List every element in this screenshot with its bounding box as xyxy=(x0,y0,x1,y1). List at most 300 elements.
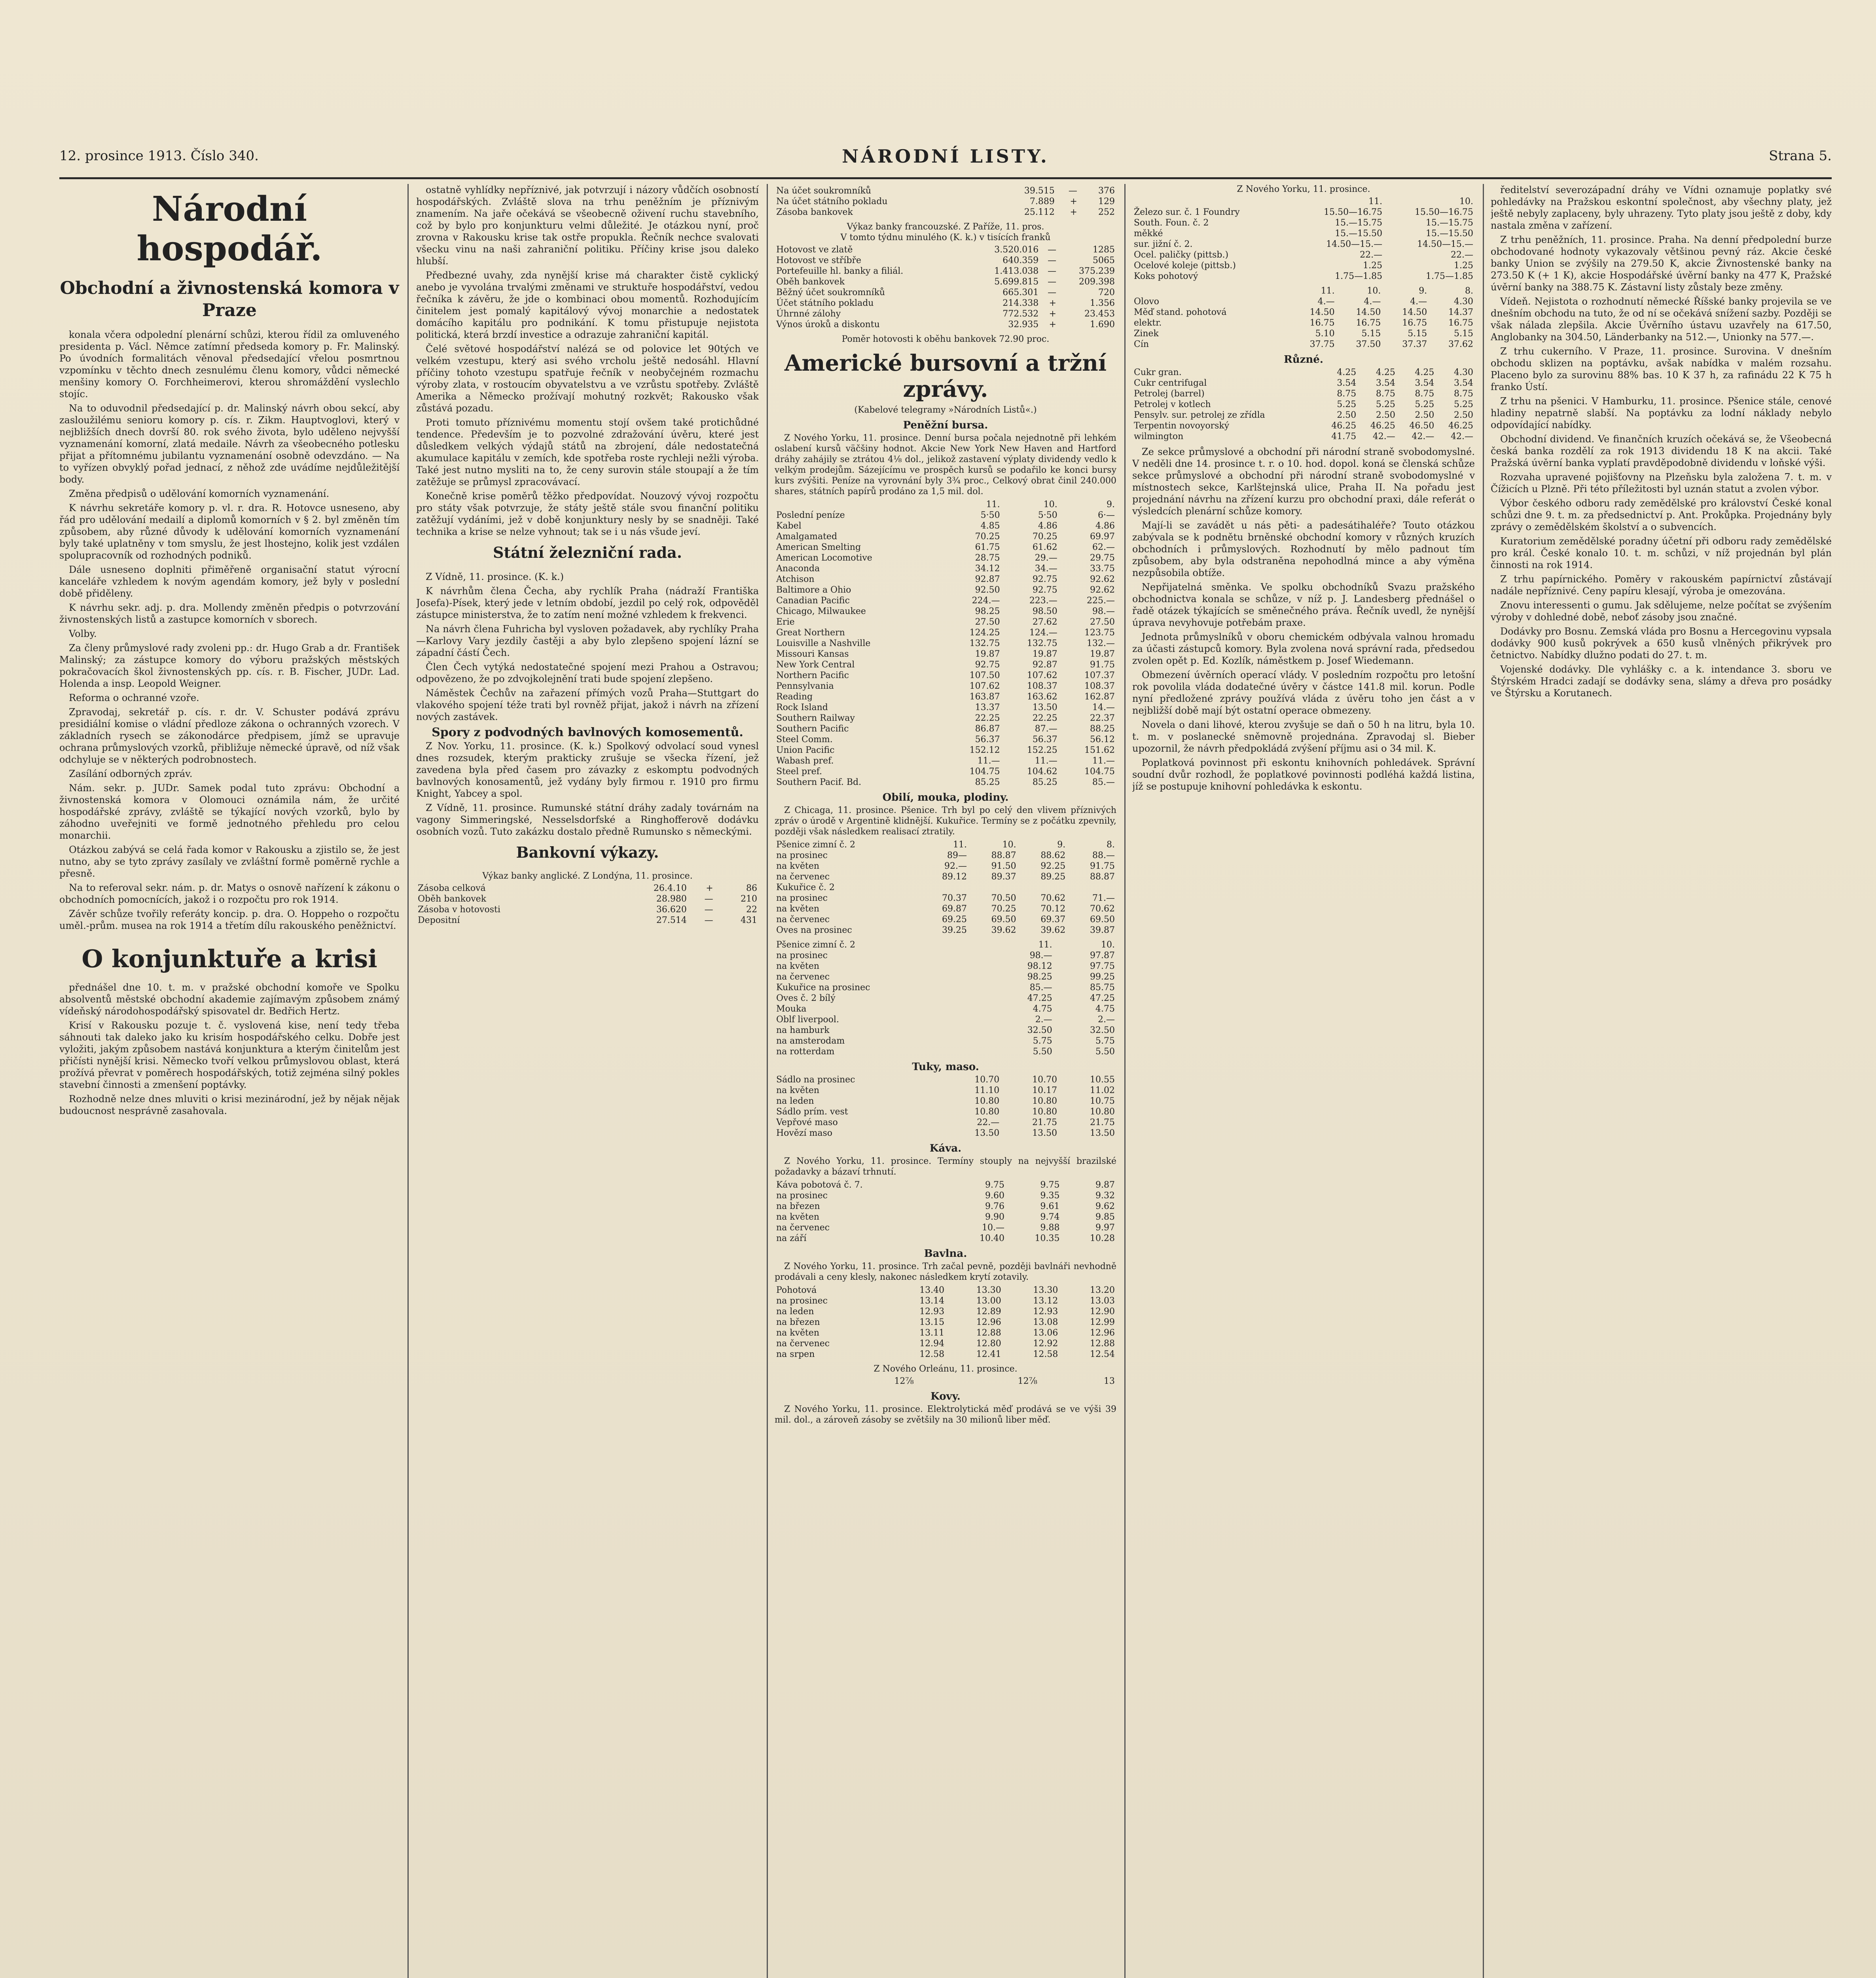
table-cell: Oves na prosinec xyxy=(776,925,852,935)
table-cell: 70.50 xyxy=(991,893,1016,903)
table-cell: 98.— xyxy=(1029,951,1052,961)
table-cell: — xyxy=(1048,266,1057,276)
table-cell: 10. xyxy=(1367,286,1381,296)
table-cell: 4.30 xyxy=(1454,368,1473,377)
table-cell: 223.— xyxy=(1029,596,1057,606)
table-cell: 10. xyxy=(1043,500,1057,510)
table-cell: 47.25 xyxy=(1027,993,1052,1003)
table-cell: 4.86 xyxy=(1038,521,1057,531)
table-cell: 88.87 xyxy=(991,851,1016,860)
table-cell: 132.75 xyxy=(1027,638,1057,648)
bank-table xyxy=(775,244,1116,330)
table-cell: 92.62 xyxy=(1090,585,1115,595)
table-cell: Oves č. 2 bílý xyxy=(776,993,836,1003)
table-cell: 5.15 xyxy=(1454,329,1473,339)
table-row xyxy=(775,745,1116,756)
table-row xyxy=(775,499,1116,510)
table-cell: Southern Railway xyxy=(776,713,855,723)
table-cell: na leden xyxy=(776,1096,814,1106)
table-cell: 5.10 xyxy=(1315,329,1335,339)
paragraph: Z Nového Yorku, 11. prosince. Trh začal pevně, později bavlnáři nevhodně prodávali a ceny klesly, nakonec následkem krytí zotavily. xyxy=(775,1262,1116,1282)
table-cell: 151.62 xyxy=(1084,745,1115,755)
table-cell: 22.— xyxy=(1451,250,1473,260)
table-cell: 12.88 xyxy=(976,1328,1001,1338)
table-cell: Pšenice zimní č. 2 xyxy=(776,940,856,950)
table-cell: 42.— xyxy=(1412,432,1434,441)
table-cell: 163.62 xyxy=(1027,692,1057,702)
table-cell: 85.75 xyxy=(1090,983,1115,993)
table-cell: 1.75—1.85 xyxy=(1335,271,1383,281)
table-row xyxy=(1132,207,1475,218)
table-row xyxy=(775,196,1116,207)
table-cell: 15.—15.75 xyxy=(1426,218,1473,228)
table-cell: Na účet státního pokladu xyxy=(776,197,888,207)
table-cell: 9. xyxy=(1057,840,1066,850)
table-cell: Koks pohotový xyxy=(1134,271,1198,281)
table-cell: 8.75 xyxy=(1454,389,1473,399)
table-cell: Zásoba v hotovosti xyxy=(418,905,500,915)
table-cell: Kabel xyxy=(776,521,802,531)
table-cell: 10.80 xyxy=(1090,1107,1115,1117)
table-cell: na březen xyxy=(776,1201,820,1211)
table-cell: 89.25 xyxy=(1040,872,1066,882)
table-cell xyxy=(1018,882,1067,893)
table-row xyxy=(775,1106,1116,1117)
table-cell: 11.— xyxy=(1035,756,1057,766)
table-cell: na prosinec xyxy=(776,1296,828,1306)
table-cell: 12.93 xyxy=(919,1307,945,1317)
table-row xyxy=(775,893,1116,904)
table-cell: 37.50 xyxy=(1356,339,1381,349)
table-cell: Portefeuille hl. banky a filiál. xyxy=(776,266,904,276)
table-cell: 5.25 xyxy=(1415,400,1434,409)
table-cell: 5.699.815 xyxy=(994,277,1039,287)
table-row xyxy=(775,595,1116,606)
grain-table xyxy=(775,940,1116,1057)
table-row xyxy=(1132,388,1475,399)
cotton-table xyxy=(775,1285,1116,1360)
table-row xyxy=(775,1014,1116,1025)
table-cell: 1.25 xyxy=(1454,261,1473,271)
table-cell: 27.62 xyxy=(1032,617,1057,627)
table-cell: 46.25 xyxy=(1448,421,1473,431)
table-cell: na září xyxy=(776,1233,807,1243)
table-cell: wilmington xyxy=(1134,432,1184,441)
table-cell: 19.87 xyxy=(1032,649,1057,659)
table-cell: 70.12 xyxy=(1040,904,1066,914)
table-cell: 252 xyxy=(1098,207,1115,217)
table-cell: 772.532 xyxy=(1002,309,1039,319)
table-cell: 11. xyxy=(1321,286,1335,296)
table-cell: 2.— xyxy=(1035,1015,1052,1025)
table-head: V tomto týdnu minulého (K. k.) v tisících franků xyxy=(840,233,1051,243)
paragraph: Náměstek Čechův na zařazení přímých vozů Praha—Stuttgart do vlakového spojení téže trati byl rovněž přijat, jakož i návrh na zřízení nových zastávek. xyxy=(416,688,759,722)
table-cell: 14.50 xyxy=(1356,307,1381,317)
paragraph: Čelé světové hospodářství nalézá se od polovice let 90tých ve velkém vzestupu, který asi svého vrcholu ještě nedosáhl. Hlavní příčiny tohoto vzestupu spatřuje řečník v neobyčejném rozmachu výroby zlata, v rostoucím obyvatelstvu a ve vzrůstu spotřeby. Zvláště Amerika a Německo prožívají mohutný rozkvět; Rakousko však zůstává pozadu. xyxy=(416,343,759,414)
table-cell: 5·50 xyxy=(1038,510,1057,520)
table-cell: + xyxy=(1049,298,1057,308)
table-cell: Ocel. paličky (pittsb.) xyxy=(1134,250,1229,260)
table-cell: 27.50 xyxy=(975,617,1000,627)
table-row xyxy=(1132,421,1475,431)
table-cell: Zásoba celková xyxy=(418,883,486,893)
table-row xyxy=(775,734,1116,745)
subsection-title: Káva. xyxy=(929,1142,962,1154)
table-cell: 5.75 xyxy=(1095,1036,1115,1046)
table-cell: 70.37 xyxy=(942,893,967,903)
table-cell: 2.50 xyxy=(1376,410,1395,420)
paragraph: Z trhu cukerního. V Praze, 11. prosince. Surovina. V dnešním obchodu sklizen na poptávku, avšak nabídka v malém rozsahu. Placeno bylo za surovinu 88% bas. 10 K 37 h, za rafinádu 22 K 75 h franko Ústí. xyxy=(1491,346,1832,392)
table-cell: na rotterdam xyxy=(776,1047,835,1057)
table-cell: 12.58 xyxy=(1033,1349,1058,1359)
table-row xyxy=(775,617,1116,627)
table-cell: 12.92 xyxy=(1033,1339,1058,1349)
table-row xyxy=(775,872,1116,882)
paragraph: Z trhu na pšenici. V Hamburku, 11. prosince. Pšenice stále, cenové hladiny nepatrně slabší. Na poptávku za lodní náklady nebylo odpovídající nabídky. xyxy=(1491,396,1832,430)
table-row xyxy=(775,925,1116,936)
table-cell: 69.37 xyxy=(1040,915,1066,925)
table-row xyxy=(1132,271,1475,282)
table-cell: 13.20 xyxy=(1090,1285,1115,1295)
table-cell: 5.15 xyxy=(1408,329,1427,339)
table-cell xyxy=(1132,196,1293,207)
table-cell: Great Northern xyxy=(776,628,845,638)
table-cell: na srpen xyxy=(776,1349,815,1359)
table-cell: Cukr gran. xyxy=(1134,368,1182,377)
table-cell: 210 xyxy=(741,894,757,904)
table-cell: 5.25 xyxy=(1376,400,1395,409)
grain-table xyxy=(775,839,1116,936)
paragraph: Znovu interessenti o gumu. Jak sdělujeme, nelze počítat se zvýšením výroby v dohledné době, neboť zásoby jsou značné. xyxy=(1491,600,1832,623)
table-cell: na červenec xyxy=(776,872,830,882)
table-caption: Výkaz banky anglické. Z Londýna, 11. prosince. xyxy=(482,871,693,881)
table-cell: 16.75 xyxy=(1402,318,1427,328)
paragraph: Zasílání odborných zpráv. xyxy=(69,768,193,779)
paragraph: Volby. xyxy=(69,628,97,639)
table-cell: 98.25 xyxy=(1027,972,1052,982)
article-title: Bankovní výkazy. xyxy=(516,843,659,861)
table-cell: Pensylv. sur. petrolej ze zřídla xyxy=(1134,410,1265,420)
subsection-title: Obilí, mouka, plodiny. xyxy=(882,792,1009,803)
paragraph: Novela o dani lihové, kterou zvyšuje se daň o 50 h na litru, byla 10. t. m. v poslanecké sněmovně projednána. Zpravodaj sl. Bieber upozornil, že návrh předpokládá zvýšení příjmu asi o 34 mil. K. xyxy=(1132,719,1475,754)
table-cell: 3.54 xyxy=(1415,378,1434,388)
subsection-title: Různé. xyxy=(1284,354,1323,366)
table-cell: Výnos úroků a diskontu xyxy=(776,320,880,330)
table-row xyxy=(775,904,1116,914)
table-cell: 32.935 xyxy=(1008,320,1039,330)
paragraph: přednášel dne 10. t. m. v pražské obchodní komoře ve Spolku absolventů městské obchodní akademie zajímavým způsobem známý vídeňský národohospodářský spisovatel dr. Bedřich Hertz. xyxy=(59,982,400,1017)
table-cell: 13.08 xyxy=(1033,1317,1058,1327)
table-cell: 29.75 xyxy=(1090,553,1115,563)
table-cell: South. Foun. č. 2 xyxy=(1134,218,1209,228)
table-cell: 10.80 xyxy=(974,1096,1000,1106)
table-row xyxy=(775,244,1116,255)
table-cell: Louisville a Nashville xyxy=(776,638,871,648)
table-cell: 104.75 xyxy=(1084,767,1115,777)
table-cell: 98.50 xyxy=(1032,606,1057,616)
table-cell: Železo sur. č. 1 Foundry xyxy=(1134,207,1240,217)
table-cell: na květen xyxy=(776,904,820,914)
table-cell: 9.85 xyxy=(1095,1212,1115,1222)
paragraph: Z Vídně, 11. prosince. (K. k.) xyxy=(426,571,564,582)
table-row xyxy=(775,993,1116,1004)
paragraph: Výbor českého odboru rady zemědělské pro království České konal schůzi dne 9. t. m. za předsednictví p. Ant. Prokůpka. Projednány byly zprávy o zemědělském školství a o subvencích. xyxy=(1491,498,1832,532)
table-cell: 12.54 xyxy=(1090,1349,1115,1359)
table-cell: Atchison xyxy=(776,574,815,584)
table-cell: 8. xyxy=(1107,840,1115,850)
paragraph: Konečně krise poměrů těžko předpovídat. Nouzový vývoj rozpočtu pro státy však potvrzuje, že státy ještě stále svou finanční politiku zatěžují vydáními, jež v době konjunktury nesly by se snadněji. Také technika a krise se nelze vyhnout; tak se i u nás všude jeví. xyxy=(416,491,759,537)
table-cell: 97.75 xyxy=(1090,961,1115,971)
table-cell: 92.62 xyxy=(1090,574,1115,584)
table-cell xyxy=(968,882,1018,893)
table-cell: 13.30 xyxy=(1033,1285,1058,1295)
table-row xyxy=(775,563,1116,574)
table-cell: Depositní xyxy=(418,915,460,925)
column-4 xyxy=(1132,184,1475,1978)
table-cell: 46.25 xyxy=(1370,421,1395,431)
table-row xyxy=(775,298,1116,309)
table-cell: 5.25 xyxy=(1454,400,1473,409)
table-cell: 14.— xyxy=(1092,703,1115,712)
table-row xyxy=(1132,328,1475,339)
table-row xyxy=(775,713,1116,724)
table-cell: 11.— xyxy=(977,756,1000,766)
table-cell: Káva pobotová č. 7. xyxy=(776,1180,863,1190)
table-cell: 69.50 xyxy=(1090,915,1115,925)
table-cell: 12.96 xyxy=(1090,1328,1115,1338)
table-cell: 88.87 xyxy=(1090,872,1115,882)
table-cell: na květen xyxy=(776,1086,820,1095)
table-cell: 89.37 xyxy=(991,872,1016,882)
paragraph: Za členy průmyslové rady zvoleni pp.: dr. Hugo Grab a dr. František Malinský; za zástupce komory do výboru pražských městských pokračovacích škol živnostenských pp. cís. r. B. Fischer, JUDr. Lad. Holenda a insp. Leopold Weigner. xyxy=(59,642,400,689)
paragraph: ostatně vyhlídky nepříznivé, jak potvrzují i názory vůdčích osobností hospodářských. Zvláště slova na trhu peněžním je příznivým znamením. Na jaře očekává se všeobecně oživení ruchu stavebního, což by bylo pro konjunkturu velmi důležité. Je otázkou nyní, proč zrovna v Rakousku krise tak ostře propukla. Řečník nechce svalovati všecku vinu na naši zahraniční politiku. Příčiny krise jsou daleko hlubší. xyxy=(416,184,759,267)
table-cell: 10.75 xyxy=(1090,1096,1115,1106)
table-row xyxy=(775,1025,1116,1036)
table-row xyxy=(775,950,1116,961)
table-cell: 19.87 xyxy=(1090,649,1115,659)
table-row xyxy=(775,914,1116,925)
table-cell: 15.—15.50 xyxy=(1426,229,1473,239)
table-cell: 1.75—1.85 xyxy=(1426,271,1473,281)
paragraph: Závěr schůze tvořily referáty koncip. p. dra. O. Hoppeho o rozpočtu uměl.-prům. musea na rok 1914 a třetím dílu rakouského peněžnictví. xyxy=(59,908,400,931)
misc-table xyxy=(1132,367,1475,442)
table-cell: Missouri Kansas xyxy=(776,649,849,659)
paragraph: Vídeň. Nejistota o rozhodnutí německé Říšské banky projevila se ve dnešním obchodu na tuto, že od ní se očekává snížení sazby. Později se však nálada zlepšila. Akcie Úvěrního ústavu uzavřely na 617.50, Anglobanky na 304.50, Länderbanky na 512.—, Unionky na 577.—. xyxy=(1491,296,1832,343)
table-cell: 2.50 xyxy=(1454,410,1473,420)
paragraph: Předbezné uvahy, zda nynější krise má charakter čistě cyklický anebo je vyvolána trvalými změnami ve struktuře hospodářství, vedou řečníka k závěru, že jde o kombinaci obou momentů. Rozhodujícím činitelem jest pomalý kapitálový vývoj monarchie a nedostatek domácího kapitálu pro podnikání. K tomu přistupuje nejistota politická, která brzdí investice a odrazuje zahraniční kapitál. xyxy=(416,270,759,340)
table-cell: 37.62 xyxy=(1448,339,1473,349)
table-cell: 4.85 xyxy=(980,521,1000,531)
table-cell: 10.40 xyxy=(979,1233,1004,1243)
subsection-title: Kovy. xyxy=(930,1391,961,1402)
paragraph: Na to referoval sekr. nám. p. dr. Matys o osnově nařízení k zákonu o obchodních pomocnících, jakož i o rozpočtu pro rok 1914. xyxy=(59,882,400,905)
table-cell: 9. xyxy=(1107,500,1115,510)
table-cell: 92.— xyxy=(944,861,967,871)
table-cell xyxy=(1067,882,1116,893)
table-cell: Kukuřice č. 2 xyxy=(776,883,835,892)
table-cell: 10.— xyxy=(982,1223,1004,1233)
paragraph: Otázkou zabývá se celá řada komor v Rakousku a zjistilo se, že jest nutno, aby se tyto zprávy zasílaly ve zvláštní formě poměrně rychle a přesně. xyxy=(59,844,400,879)
table-cell: 10.55 xyxy=(1090,1075,1115,1085)
table-cell: 124.— xyxy=(1029,628,1057,638)
table-cell: 88.— xyxy=(1092,851,1115,860)
table-cell: 32.50 xyxy=(1090,1025,1115,1035)
header-page-number: Strana 5. xyxy=(1769,148,1832,164)
table-row xyxy=(775,287,1116,298)
table-cell: 107.62 xyxy=(969,681,1000,691)
table-cell: 13.50 xyxy=(1032,703,1057,712)
table-row xyxy=(775,724,1116,734)
table-cell: 27.50 xyxy=(1090,617,1115,627)
table-cell: 10. xyxy=(1101,940,1115,950)
table-row xyxy=(775,531,1116,542)
table-cell: — xyxy=(1048,277,1057,287)
table-cell: 10.35 xyxy=(1035,1233,1060,1243)
table-cell: Mouka xyxy=(776,1004,807,1014)
table-cell: 15.—15.50 xyxy=(1335,229,1383,239)
table-cell: 225.— xyxy=(1087,596,1115,606)
subsection-title: Tuky, maso. xyxy=(912,1061,979,1073)
table-cell: Měď stand. pohotová xyxy=(1134,307,1227,317)
table-cell: 9.60 xyxy=(985,1191,1004,1201)
table-cell: 13.50 xyxy=(1032,1128,1057,1138)
table-cell: 70.62 xyxy=(1040,893,1066,903)
table-row xyxy=(775,1222,1116,1233)
table-row xyxy=(775,1306,1116,1317)
table-row xyxy=(775,649,1116,659)
table-cell: 4.— xyxy=(1410,297,1427,307)
column-2 xyxy=(416,184,759,1978)
table-cell: 9.97 xyxy=(1095,1223,1115,1233)
paragraph: Zpravodaj, sekretář p. cís. r. dr. V. Schuster podává zprávu presidiální komise o vládní předloze zákona o ochranných vzorech. V základních rysech se zákonodárce předpisem, jímž se upravuje ochrana průmyslových vzorků, přibližuje německé úpravě, od níž však odchyluje se v některých podrobnostech. xyxy=(59,707,400,765)
table-row xyxy=(775,839,1116,850)
coffee-table xyxy=(775,1180,1116,1244)
table-cell: 29.— xyxy=(1035,553,1057,563)
table-cell: 98.— xyxy=(1092,606,1115,616)
subsection-title: Peněžní bursa. xyxy=(903,419,988,431)
table-cell: 47.25 xyxy=(1090,993,1115,1003)
table-cell: — xyxy=(704,905,713,915)
table-cell: Cín xyxy=(1134,339,1149,349)
table-row xyxy=(775,638,1116,649)
table-row xyxy=(416,883,759,894)
table-cell: 39.25 xyxy=(942,925,967,935)
table-cell: 92.50 xyxy=(975,585,1000,595)
table-cell: na hamburk xyxy=(776,1025,830,1035)
table-cell: Cukr centrifugal xyxy=(1134,378,1207,388)
table-row xyxy=(775,510,1116,521)
table-cell: 15.50—16.75 xyxy=(1415,207,1473,217)
table-row xyxy=(1132,431,1475,442)
paragraph: Reforma o ochranné vzoře. xyxy=(69,692,199,703)
table-cell: 14.37 xyxy=(1448,307,1473,317)
table-cell: 13.50 xyxy=(1090,1128,1115,1138)
table-cell: 12.41 xyxy=(976,1349,1001,1359)
table-cell: 22.25 xyxy=(975,713,1000,723)
table-row xyxy=(775,1376,1116,1387)
table-cell: na květen xyxy=(776,1212,820,1222)
table-cell: Sádlo na prosinec xyxy=(776,1075,855,1085)
table-cell: 27.514 xyxy=(656,915,687,925)
table-cell: 5·50 xyxy=(980,510,1000,520)
bank-table xyxy=(416,883,759,926)
table-cell: 5065 xyxy=(1093,256,1115,265)
table-cell: 9.62 xyxy=(1095,1201,1115,1211)
table-cell: 97.87 xyxy=(1090,951,1115,961)
table-cell: 123.75 xyxy=(1084,628,1115,638)
paragraph: Člen Čech vytýká nedostatečné spojení mezi Prahou a Ostravou; odpovězeno, že po zdvojkolejnění trati bude spojení zlepšeno. xyxy=(416,661,759,684)
table-cell: — xyxy=(1048,288,1057,297)
metal-table xyxy=(1132,286,1475,350)
paragraph: Na to oduvodnil předsedající p. dr. Malinský návrh obou sekcí, aby zasloužilému senioru komory p. cís. r. Zikm. Hauptvoglovi, který v nejbližších dnech dovrší 80. rok svého života, bylo uděleno nejvyšší vyznamenání komorní, zlatá medaile. Návrh za všeobecného potlesku přijat a přítomnému jubilantu vyznamenání osobně odevzdáno. — Na to vyřízen obvyklý pořad jednací, z něhož zde uvádíme nejdůležitější body. xyxy=(59,403,400,485)
table-row xyxy=(775,1201,1116,1212)
paragraph: ředitelství severozápadní dráhy ve Vídni oznamuje poplatky své pohledávky na Pražskou eskontní společnost, aby všechny platy, jež ještě nebyly zaplaceny, byly uhrazeny. Tyto platy jsou ještě z doby, kdy nastala změna v zařízení. xyxy=(1491,184,1832,231)
table-cell: 6·— xyxy=(1098,510,1115,520)
table-cell: 5.75 xyxy=(1033,1036,1052,1046)
table-cell: 3.54 xyxy=(1376,378,1395,388)
table-cell: 4.— xyxy=(1317,297,1335,307)
table-cell: Vepřové maso xyxy=(776,1118,838,1127)
table-row xyxy=(775,1296,1116,1306)
table-cell: 92.75 xyxy=(1032,574,1057,584)
table-cell: 28.75 xyxy=(975,553,1000,563)
table-cell: 25.112 xyxy=(1024,207,1055,217)
table-cell: 9.88 xyxy=(1040,1223,1060,1233)
table-row xyxy=(775,1212,1116,1222)
table-row xyxy=(775,521,1116,531)
table-cell: 13 xyxy=(1104,1376,1115,1386)
table-cell: Hotovost ve zlatě xyxy=(776,245,853,255)
table-cell: 640.359 xyxy=(1002,256,1039,265)
table-cell: 14.50—15.— xyxy=(1326,239,1383,249)
table-row xyxy=(1132,307,1475,318)
table-cell: 26.4.10 xyxy=(653,883,687,893)
table-cell: na prosinec xyxy=(776,893,828,903)
table-cell: 70.62 xyxy=(1090,904,1115,914)
table-cell: 34.— xyxy=(1035,564,1057,574)
table-cell: 376 xyxy=(1098,186,1115,196)
article-title: O konjunktuře a krisi xyxy=(81,944,377,973)
table-cell: 11.— xyxy=(1092,756,1115,766)
table-cell: 107.37 xyxy=(1084,671,1115,680)
table-row xyxy=(775,766,1116,777)
table-row xyxy=(775,1128,1116,1139)
table-cell xyxy=(775,499,944,510)
table-cell: — xyxy=(1048,245,1057,255)
table-cell: 92.87 xyxy=(975,574,1000,584)
table-cell: 1.356 xyxy=(1090,298,1115,308)
table-cell: 16.75 xyxy=(1356,318,1381,328)
paragraph: Poplatková povinnost při eskontu knihovních pohledávek. Správní soudní dvůr rozhodl, že poplatkové povinnosti podléhá každá listina, jíž se postupuje knihovní pohledávka k eskontu. xyxy=(1132,757,1475,792)
table-cell: + xyxy=(1049,309,1057,319)
table-cell: Anaconda xyxy=(776,564,820,574)
table-cell: — xyxy=(1048,256,1057,265)
table-cell: 8.75 xyxy=(1337,389,1357,399)
table-row xyxy=(775,574,1116,585)
table-cell: 4.86 xyxy=(1095,521,1115,531)
table-cell: 162.87 xyxy=(1084,692,1115,702)
table-cell: Zinek xyxy=(1134,329,1159,339)
table-cell: American Smelting xyxy=(776,542,861,552)
table-cell: 70.25 xyxy=(991,904,1016,914)
table-cell: na květen xyxy=(776,1328,820,1338)
table-caption: Výkaz banky francouzské. Z Paříže, 11. pros. xyxy=(847,222,1044,232)
table-cell xyxy=(1132,286,1290,296)
table-cell: 1.413.038 xyxy=(994,266,1039,276)
table-row xyxy=(1132,378,1475,388)
table-cell: 11. xyxy=(1368,197,1383,207)
table-row xyxy=(775,777,1116,788)
